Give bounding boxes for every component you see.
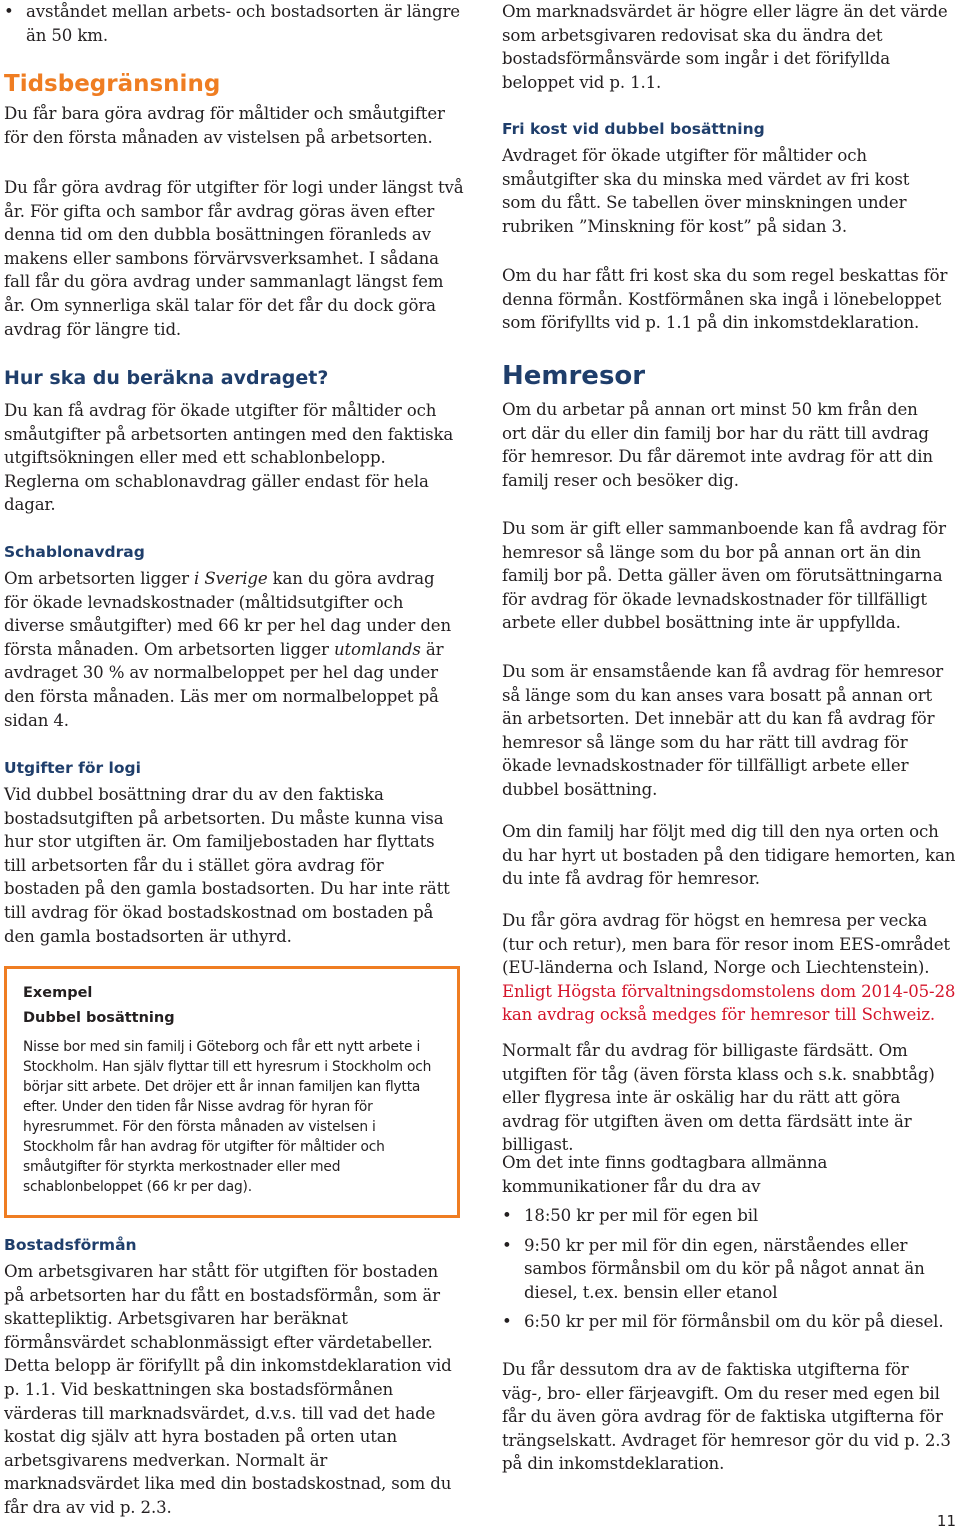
- paragraph: Om marknadsvärdet är högre eller lägre än det värde som arbetsgivaren redovisat ska du ändra det bostadsförmånsvärde som ingår i det förifyllda beloppet vid p. 1.1.: [502, 2, 948, 92]
- list-item: • 9:50 kr per mil för din egen, närståendes eller sambos förmånsbil om du kör på något annat än diesel, t.ex. bensin eller etanol: [502, 1234, 957, 1305]
- highlighted-red-text: Enligt Högsta förvaltningsdomstolens dom 2014-05-28 kan avdrag också medges för hemresor till Schweiz.: [502, 981, 956, 1025]
- paragraph: Du får göra avdrag för utgifter för logi under längst två år. För gifta och sambor får avdrag göras även efter denna tid om den dubbla bosättningen föranleds av makens eller sambons förvärvsverksamhet. I sådana fall får du göra avdrag under sammanlagt längst fem år. Om synnerliga skäl talar för det får du dock göra avdrag för längre tid.: [4, 178, 464, 339]
- example-text: Nisse bor med sin familj i Göteborg och får ett nytt arbete i Stockholm. Han själv flyttar till ett hyresrum i Stockholm och börjar sitt arbete. Det dröjer ett år innan familjen kan flytta efter. Under den tiden får Nisse avdrag för hyran för hyresrummet. För den första månaden av vistelsen i Stockholm får han avdrag för utgifter för måltider och småutgifter för styrkta merkostnader eller med schablonbeloppet (66 kr per dag).: [23, 1039, 432, 1195]
- paragraph: Om du har fått fri kost ska du som regel beskattas för denna förmån. Kostförmånen ska ingå i lönebeloppet som förifyllts vid p. 1.1 på din inkomstdeklaration.: [502, 266, 948, 333]
- bullet-list-top: [4, 0, 464, 47]
- paragraph-schablonavdrag: Om arbetsorten ligger i Sverige kan du göra avdrag för ökade levnadskostnader (måltidsutgifter och diverse småutgifter) med 66 kr per hel dag under den första månaden. Om arbetsorten ligger utomlands är avdraget 30 % av normalbeloppet per hel dag under den första månaden. Läs mer om normalbeloppet på sidan 4.: [4, 569, 452, 730]
- bullet-list-rates: [502, 1204, 957, 1334]
- example-title: Dubbel bosättning: [23, 1010, 175, 1026]
- paragraph: Du får bara göra avdrag för måltider och småutgifter för den första månaden av vistelsen på arbetsorten.: [4, 104, 445, 147]
- list-item: • 18:50 kr per mil för egen bil: [502, 1204, 957, 1228]
- example-label: Exempel: [23, 985, 93, 1001]
- page-number: 11: [936, 1512, 956, 1530]
- paragraph: Om arbetsgivaren har stått för utgiften för bostaden på arbetsorten har du fått en bostadsförmån, som är skattepliktig. Arbetsgivaren har beräknat förmånsvärdet schablonmässigt efter värdetabeller. Detta belopp är förifyllt på din inkomstdeklaration vid p. 1.1. Vid beskattningen ska bostadsförmånen värderas till marknadsvärdet, d.v.s. till vad det hade kostat dig själv att hyra bostaden på orten utan arbetsgivarens medverkan. Normalt är marknadsvärdet lika med din bostadskostnad, som du får dra av vid p. 2.3.: [4, 1262, 452, 1517]
- paragraph: Om du arbetar på annan ort minst 50 km från den ort där du eller din familj bor har du rätt till avdrag för hemresor. Du får däremot inte avdrag för att din familj reser och besöker dig.: [502, 400, 933, 490]
- heading-berakna: Hur ska du beräkna avdraget?: [4, 367, 329, 389]
- paragraph: Du får dessutom dra av de faktiska utgifterna för väg-, bro- eller färjeavgift. Om du reser med egen bil får du även göra avdrag för de faktiska utgifterna för trängselskatt. Avdraget för hemresor gör du vid p. 2.3 på din inkomstdeklaration.: [502, 1360, 951, 1474]
- paragraph: Du kan få avdrag för ökade utgifter för måltider och småutgifter på arbetsorten antingen med den faktiska utgiftsökningen eller med ett schablonbelopp. Reglerna om schablonavdrag gäller endast för hela dagar.: [4, 401, 454, 515]
- heading-logi: Utgifter för logi: [4, 759, 141, 777]
- heading-schablonavdrag: Schablonavdrag: [4, 543, 145, 561]
- heading-hemresor: Hemresor: [502, 361, 646, 391]
- heading-tidsbegransning: Tidsbegränsning: [4, 71, 221, 97]
- paragraph: Om din familj har följt med dig till den nya orten och du har hyrt ut bostaden på den tidigare hemorten, kan du inte få avdrag för hemresor.: [502, 822, 956, 889]
- list-item: • 6:50 kr per mil för förmånsbil om du kör på diesel.: [502, 1310, 957, 1334]
- heading-bostadsformån: Bostadsförmån: [4, 1236, 137, 1254]
- paragraph: Normalt får du avdrag för billigaste färdsätt. Om utgiften för tåg (även första klass och s.k. snabbtåg) eller flygresa inte är oskälig har du rätt att göra avdrag för utgiften även om detta färdsätt inte är billigast.: [502, 1041, 935, 1155]
- list-item: • avståndet mellan arbets- och bostadsorten är längre än 50 km.: [4, 0, 464, 47]
- heading-fri-kost: Fri kost vid dubbel bosättning: [502, 120, 765, 138]
- paragraph: Vid dubbel bosättning drar du av den faktiska bostadsutgiften på arbetsorten. Du måste kunna visa hur stor utgiften är. Om familjebostaden har flyttats till arbetsorten får du i stället göra avdrag för bostaden på den gamla bostadsorten. Du har inte rätt till avdrag för ökad bostadskostnad om bostaden på den gamla bostadsorten är uthyrd.: [4, 785, 450, 946]
- paragraph: Om det inte finns godtagbara allmänna kommunikationer får du dra av: [502, 1153, 828, 1196]
- example-box: [4, 966, 460, 1218]
- paragraph: Du som är ensamstående kan få avdrag för hemresor så länge som du kan anses vara bosatt på annan ort än arbetsorten. Det innebär att du kan få avdrag för hemresor så länge som du har rätt till avdrag för ökade levnadskostnader för tillfälligt arbete eller dubbel bosättning.: [502, 662, 944, 799]
- paragraph: Avdraget för ökade utgifter för måltider och småutgifter ska du minska med värdet av fri kost som du fått. Se tabellen över minskningen under rubriken ”Minskning för kost” på sidan 3.: [502, 146, 910, 236]
- paragraph-hemresor-eu: Du får göra avdrag för högst en hemresa per vecka (tur och retur), men bara för resor inom EES-området (EU-länderna och Island, Norge och Liechtenstein). Enligt Högsta förvaltningsdomstolens dom 2014-05-28 kan avdrag också medges för hemresor till Schweiz.: [502, 911, 956, 1025]
- paragraph: Du som är gift eller sammanboende kan få avdrag för hemresor så länge som du bor på annan ort än din familj bor på. Detta gäller även om förutsättningarna för avdrag för ökade levnadskostnader för tillfälligt arbete eller dubbel bosättning inte är uppfyllda.: [502, 519, 946, 633]
